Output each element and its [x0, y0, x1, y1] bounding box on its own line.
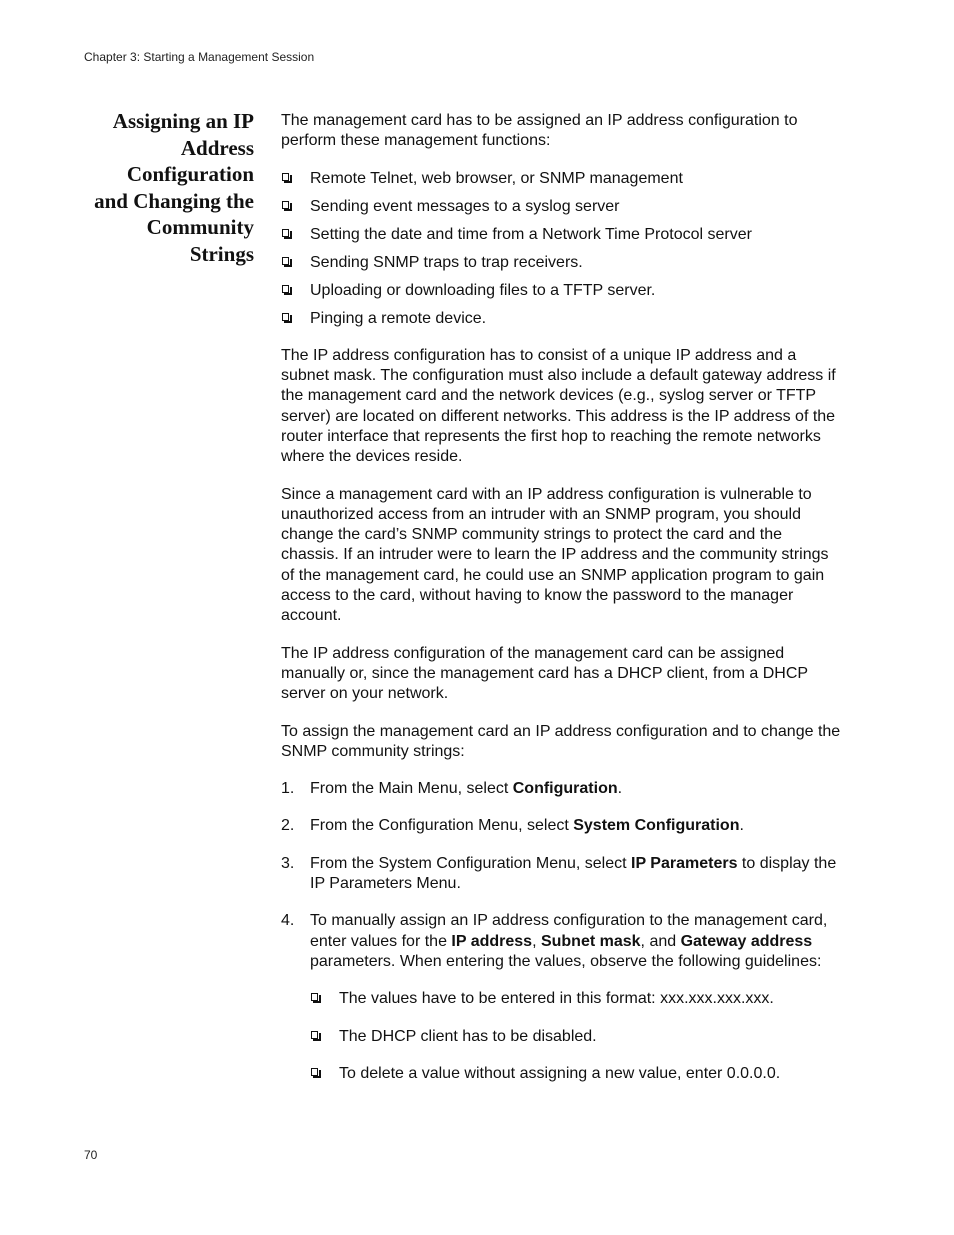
heading-line: Configuration — [126, 162, 254, 186]
checkbox-bullet-icon — [282, 201, 289, 209]
step-item: 1. From the Main Menu, select Configuration. — [281, 779, 843, 799]
step-item: 4. To manually assign an IP address configuration to the management card, enter values for the IP address, Subnet mask, and Gateway address parameters. When entering the values, observe the following guidelines: The values have to be entered in this format: xxx.xxx.xxx.xxx. The DHCP client has to be disabled. To delete a value without assigning a new value, enter 0.0.0.0. — [281, 911, 843, 1084]
step-item: 2. From the Configuration Menu, select System Configuration. — [281, 816, 843, 836]
step-number: 2. — [281, 817, 295, 835]
checkbox-bullet-icon — [311, 1068, 318, 1076]
list-item: The DHCP client has to be disabled. — [310, 1027, 843, 1047]
checkbox-bullet-icon — [282, 173, 289, 181]
procedure-steps — [281, 779, 843, 1084]
checkbox-bullet-icon — [311, 1031, 318, 1039]
checkbox-bullet-icon — [311, 993, 318, 1001]
body-text — [281, 111, 843, 1101]
checkbox-bullet-icon — [282, 313, 289, 321]
paragraph: The IP address configuration of the management card can be assigned manually or, since the management card has a DHCP client, from a DHCP server on your network. — [281, 644, 808, 703]
list-item: Pinging a remote device. — [281, 309, 843, 329]
step-number: 4. — [281, 912, 295, 930]
checkbox-bullet-icon — [282, 229, 289, 237]
guidelines-list — [310, 989, 843, 1084]
intro-paragraph: The management card has to be assigned an IP address configuration to perform these management functions: — [281, 112, 798, 150]
list-item: The values have to be entered in this format: xxx.xxx.xxx.xxx. — [310, 989, 843, 1009]
list-item: To delete a value without assigning a new value, enter 0.0.0.0. — [310, 1064, 843, 1084]
list-item: Sending SNMP traps to trap receivers. — [281, 253, 843, 273]
heading-line: and Changing the — [94, 188, 254, 213]
step-item: 3. From the System Configuration Menu, select IP Parameters to display the IP Parameters Menu. — [281, 854, 837, 893]
step-number: 1. — [281, 780, 295, 798]
checkbox-bullet-icon — [282, 257, 289, 265]
paragraph: The IP address configuration has to consist of a unique IP address and a subnet mask. The configuration must also include a default gateway address if the management card and the network devices (e.g., syslog server or TFTP server) are located on different networks. This address is the IP address of the router interface that represents the first hop to reaching the remote networks where the devices reside. — [281, 346, 836, 466]
functions-list — [281, 169, 843, 329]
list-item: Sending event messages to a syslog server — [281, 197, 843, 217]
checkbox-bullet-icon — [282, 285, 289, 293]
step-number: 3. — [281, 854, 295, 872]
heading-line: Assigning an IP — [112, 109, 254, 133]
running-header: Chapter 3: Starting a Management Session — [84, 50, 315, 64]
list-item: Uploading or downloading files to a TFTP server. — [281, 281, 843, 301]
paragraph: To assign the management card an IP address configuration and to change the SNMP community strings: — [281, 722, 841, 760]
list-item: Remote Telnet, web browser, or SNMP management — [281, 169, 843, 189]
page-number: 70 — [84, 1148, 98, 1162]
paragraph: Since a management card with an IP address configuration is vulnerable to unauthorized access from an intruder with an SNMP program, you should change the card’s SNMP community strings to protect the card and the chassis. If an intruder were to learn the IP address and the community strings of the management card, he could use an SNMP application program to gain access to the card, without having to know the password to the manager account. — [281, 485, 829, 625]
heading-line: Strings — [189, 241, 254, 266]
heading-line: Community — [146, 215, 254, 239]
section-heading — [80, 108, 254, 267]
list-item: Setting the date and time from a Network Time Protocol server — [281, 225, 843, 245]
heading-line: Address — [180, 135, 254, 160]
